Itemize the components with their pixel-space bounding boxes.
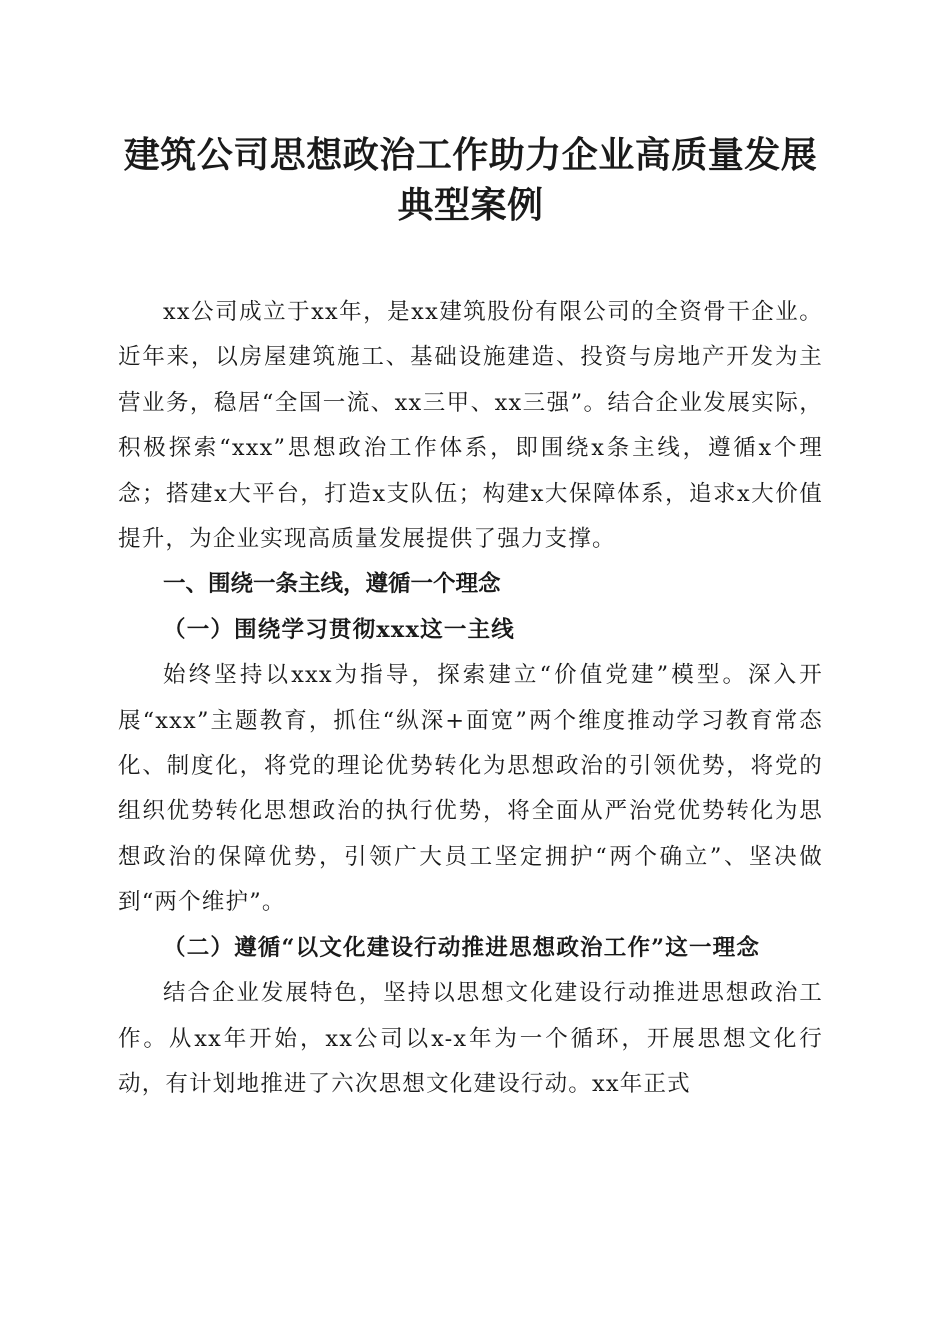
- subsection-body-2: 结合企业发展特色，坚持以思想文化建设行动推进思想政治工作。从xx年开始，xx公司以x-x年为一个循环，开展思想文化行动，有计划地推进了六次思想文化建设行动。xx年正式: [118, 980, 823, 1097]
- intro-paragraph: xx公司成立于xx年，是xx建筑股份有限公司的全资骨干企业。近年来，以房屋建筑施工、基础设施建造、投资与房地产开发为主营业务，稳居“全国一流、xx三甲、xx三强”。结合企业发展实际，积极探索“xxx”思想政治工作体系，即围绕x条主线，遵循x个理念；搭建x大平台，打造x支队伍；构建x大保障体系，追求x大价值提升，为企业实现高质量发展提供了强力支撑。: [118, 299, 823, 553]
- section-heading-1: 一、围绕一条主线，遵循一个理念: [163, 571, 501, 598]
- document-page: [118, 130, 823, 1107]
- subsection-body-1: 始终坚持以xxx为指导，探索建立“价值党建”模型。深入开展“xxx”主题教育，抓住“纵深+面宽”两个维度推动学习教育常态化、制度化，将党的理论优势转化为思想政治的引领优势，将党的组织优势转化思想政治的执行优势，将全面从严治党优势转化为思想政治的保障优势，引领广大员工坚定拥护“两个确立”、坚决做到“两个维护”。: [118, 662, 823, 916]
- subsection-heading-2: （二）遵循“以文化建设行动推进思想政治工作”这一理念: [163, 934, 761, 961]
- subsection-heading-1: （一）围绕学习贯彻xxx这一主线: [163, 616, 515, 643]
- document-title: 建筑公司思想政治工作助力企业高质量发展典型案例: [123, 134, 818, 226]
